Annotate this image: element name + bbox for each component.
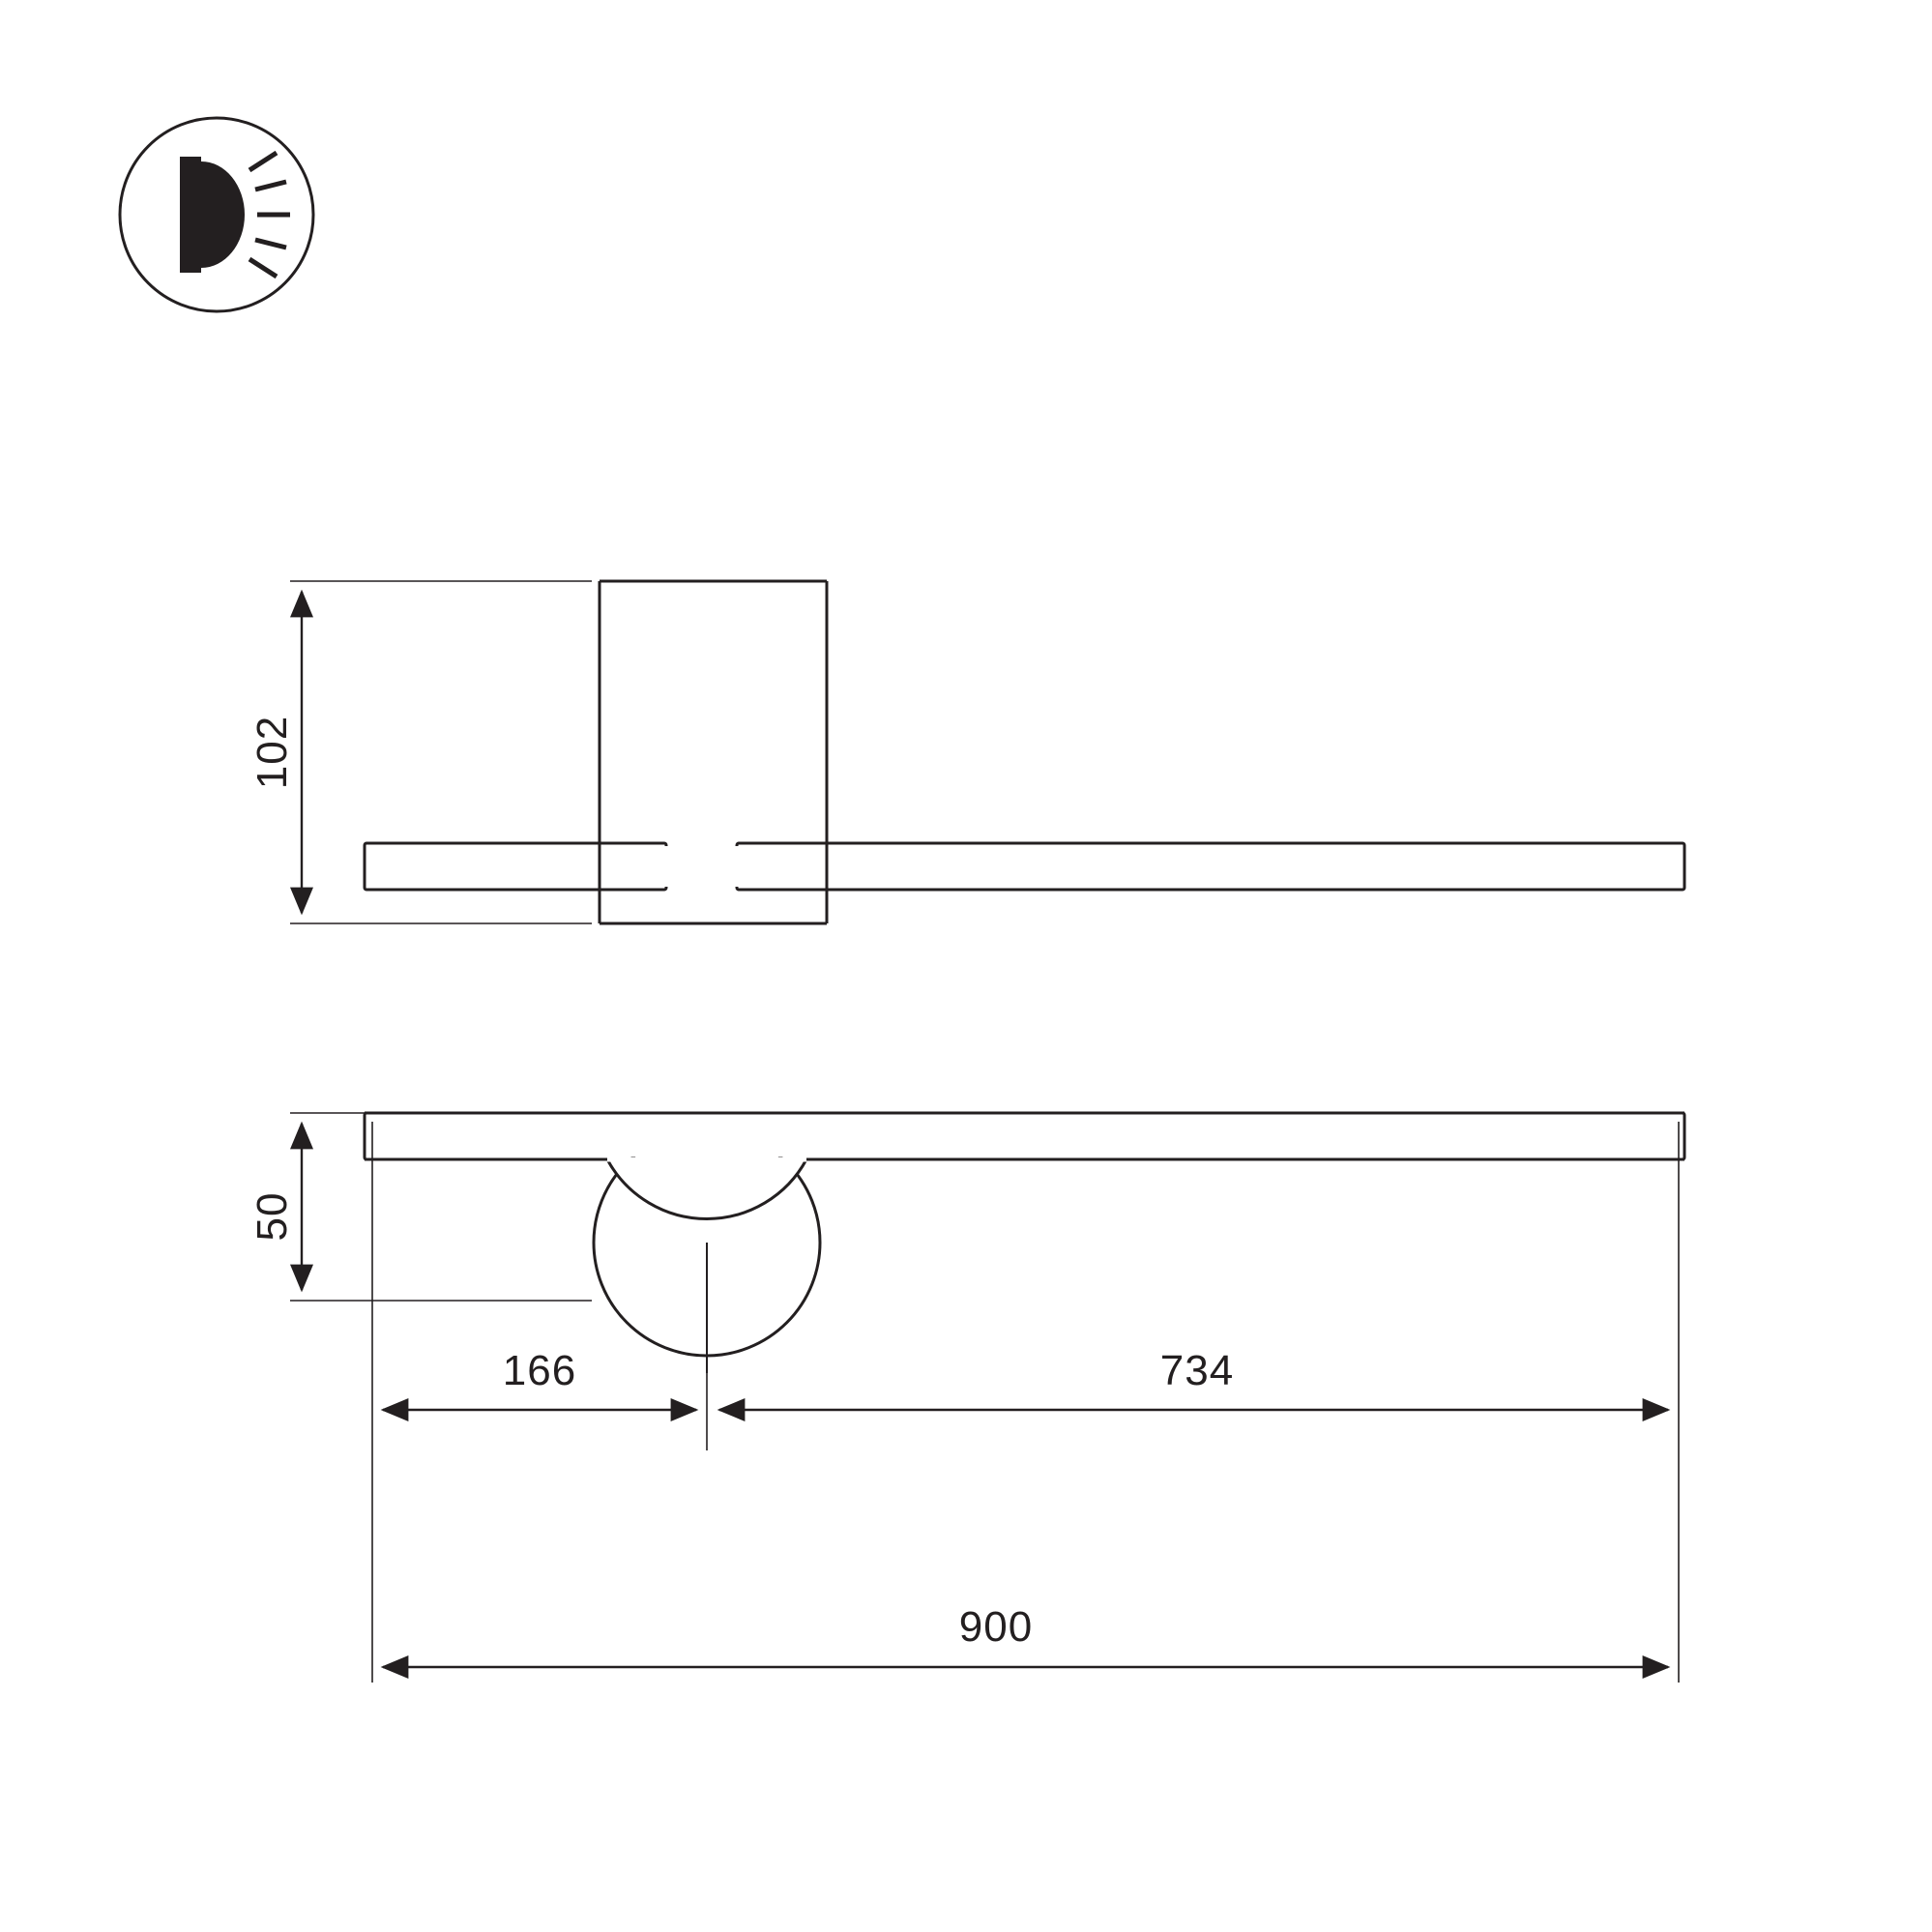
dimension-total-900 (383, 1603, 1668, 1667)
dimension-label-166: 166 (502, 1347, 577, 1394)
dimension-label-734: 734 (1159, 1347, 1235, 1394)
dimension-label-50: 50 (249, 1191, 296, 1242)
dimension-height-102 (249, 581, 592, 923)
dimension-label-102: 102 (249, 715, 296, 790)
top-view (365, 1113, 1684, 1373)
dimension-depth-50 (249, 1113, 592, 1301)
wall-washer-light-icon (120, 118, 313, 311)
extension-lines (372, 1122, 1679, 1683)
dimension-right-734 (719, 1347, 1668, 1410)
dimension-label-900: 900 (958, 1603, 1034, 1651)
front-view (365, 581, 1684, 923)
dimension-left-166 (383, 1347, 696, 1410)
